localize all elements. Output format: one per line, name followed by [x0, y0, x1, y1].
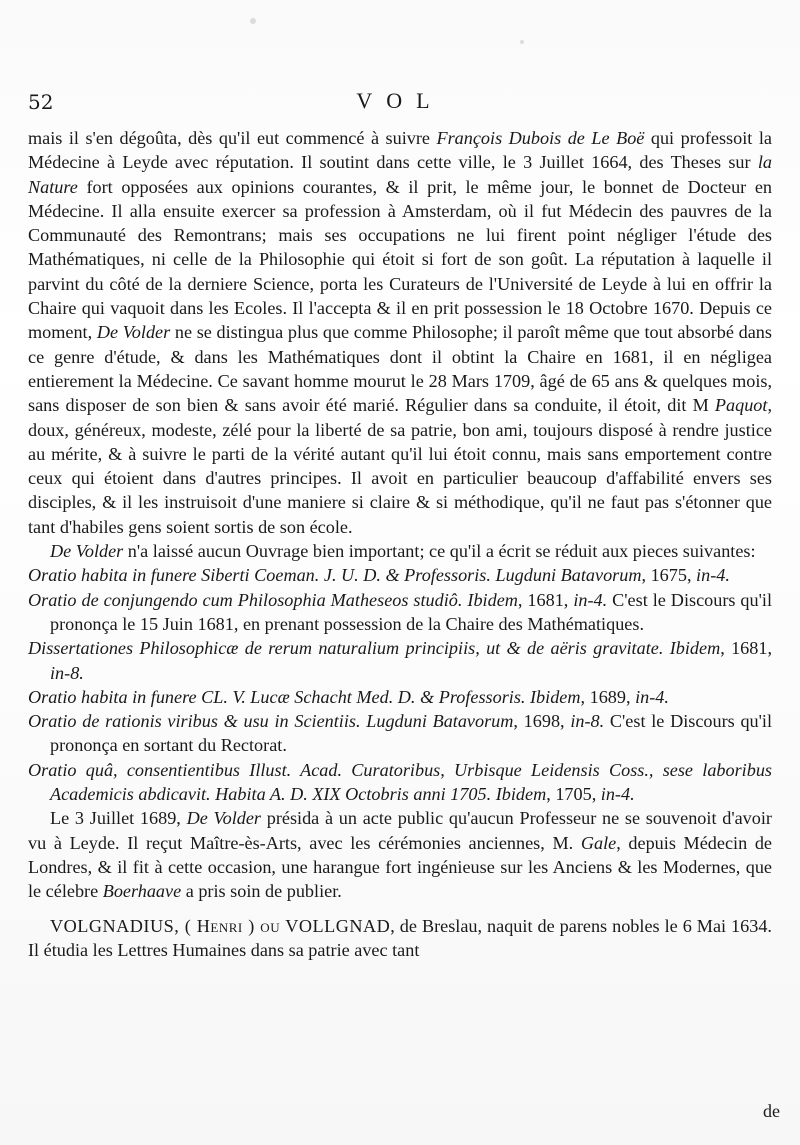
paper-speck: [520, 40, 524, 44]
entry-heading: VOLGNADIUS, ( Henri ) ou VOLLGNAD: [50, 915, 391, 936]
text-run: Le 3 Juillet 1689,: [50, 808, 187, 829]
italic-run: Oratio de rationis viribus & usu in Scientiis. Lugduni Batavorum: [28, 711, 514, 732]
text-run: n'a laissé aucun Ouvrage bien important; ce qu'il a écrit se réduit aux pieces suivantes:: [123, 541, 756, 562]
text-run: , 1705,: [546, 784, 601, 805]
text-run: C'est le Discours qu'il prononça le 15 Juin 1681, en prenant possession de la Chaire des Mathématiques.: [50, 589, 773, 634]
italic-run: in-4.: [573, 589, 608, 610]
italic-run: De Volder: [96, 322, 171, 343]
italic-run: Oratio habita in funere Siberti Coeman. J. U. D. & Professoris. Lugduni Batavorum: [28, 565, 642, 586]
italic-run: Dissertationes Philosophicæ de rerum naturalium principiis, ut & de aëris gravitate. Ibidem: [28, 638, 721, 659]
text-run: mais il s'en dégoûta, dès qu'il eut commencé à suivre: [28, 128, 437, 148]
paragraph-p2: [28, 539, 772, 563]
italic-run: François Dubois de Le Boë: [436, 128, 645, 148]
italic-run: la Nature: [28, 152, 772, 197]
text-run: , doux, généreux, modeste, zélé pour la liberté de sa patrie, bon ami, toujours disposé à rendre justice au mérite, & à suivre le parti de la vérité autant qu'il lui étoit connu, mais sans emportement contre ceux qui étoient dans d'autres principes. Il avoit en particulier beaucoup d'affabilité envers ses disciples, & il les instruisoit d'une maniere si claire & si méthodique, qu'il ne faut pas s'étonner que tant d'habiles gens soient sortis de son école.: [28, 395, 772, 537]
italic-run: in-8.: [50, 662, 84, 683]
paper-speck: [250, 18, 256, 24]
text-run: , 1675,: [641, 565, 697, 586]
text-run: , 1681,: [517, 589, 574, 610]
paragraph-p6: [28, 685, 772, 709]
paragraph-p3: [28, 563, 772, 587]
italic-run: Paquot: [714, 395, 768, 416]
paragraph-p7: [28, 709, 772, 758]
page-number: 52: [28, 90, 54, 114]
catchword: de: [763, 1101, 780, 1121]
text-run: , de Breslau, naquit de parens nobles le 6 Mai 1634. Il étudia les Lettres Humaines dans sa patrie avec tant: [28, 915, 772, 960]
text-run: , 1681,: [720, 638, 772, 659]
italic-run: De Volder: [186, 808, 261, 829]
text-run: , depuis Médecin de Londres, & il fit à cette occasion, une harangue fort ingénieuse sur les Anciens & les Modernes, que le célebre: [28, 832, 772, 902]
text-run: fort opposées aux opinions courantes, & il prit, le même jour, le bonnet de Docteur en Médecine. Il alla ensuite exercer sa profession à Amsterdam, où il fut Médecin des pauvres de la Communauté des Remontrans; mais ses occupations ne lui firent point négliger l'étude des Mathématiques, ni celle de la Philosophie qui étoit si fort de son goût. La réputation à laquelle il parvint du côté de la derniere Science, porta les Curateurs de l'Université de Leyde à lui en offrir la Chaire qui vaquoit dans les Ecoles. Il l'accepta & il en prit possession le 18 Octobre 1670. Depuis ce moment,: [28, 176, 772, 343]
italic-run: in-4.: [600, 784, 635, 805]
text-run: ne se distingua plus que comme Philosophe; il paroît même que tout absorbé dans ce genre d'étude, & dans les Mathématiques dont il obtint la Chaire en 1681, il en négligea entierement la Médecine. Ce savant homme mourut le 28 Mars 1709, âgé de 65 ans & quelques mois, sans disposer de son bien & sans avoir été marié. Régulier dans sa conduite, il étoit, dit M: [28, 322, 772, 416]
body-text: [28, 126, 772, 962]
text-run: , 1689,: [580, 686, 636, 707]
italic-run: in-4.: [696, 565, 730, 586]
paragraph-p8: [28, 758, 772, 807]
italic-run: Oratio de conjungendo cum Philosophia Matheseos studiô. Ibidem: [28, 589, 518, 610]
italic-run: Boerhaave: [102, 881, 182, 902]
italic-run: Oratio quâ, consentientibus Illust. Acad. Curatoribus, Urbisque Leidensis Coss., sese laboribus Academicis abdicavit. Habita A. D. XIX Octobris anni 1705. Ibidem: [28, 759, 772, 805]
text-run: , 1698,: [513, 711, 571, 732]
running-head: VOL: [356, 88, 444, 113]
text-run: a pris soin de publier.: [181, 881, 342, 902]
italic-run: in-8.: [570, 711, 605, 732]
italic-run: Gale: [580, 832, 617, 853]
paragraph-p4: [28, 588, 772, 637]
paragraph-p9: [28, 806, 772, 903]
page-header: [28, 90, 772, 118]
text-run: C'est le Discours qu'il prononça en sortant du Rectorat.: [50, 711, 773, 756]
text-run: qui professoit la Médecine à Leyde avec réputation. Il soutint dans cette ville, le 3 Juillet 1664, des Theses sur: [28, 128, 772, 173]
paragraph-p1: [28, 126, 772, 539]
paragraph-p5: [28, 636, 772, 685]
italic-run: in-4.: [635, 686, 669, 707]
italic-run: Oratio habita in funere CL. V. Lucæ Schacht Med. D. & Professoris. Ibidem: [28, 686, 581, 707]
paragraph-p10: [28, 914, 772, 963]
text-run: présida à un acte public qu'aucun Professeur ne se souvenoit d'avoir vu à Leyde. Il reçut Maître-ès-Arts, avec les cérémonies anciennes, M.: [28, 808, 772, 853]
italic-run: De Volder: [50, 541, 124, 562]
